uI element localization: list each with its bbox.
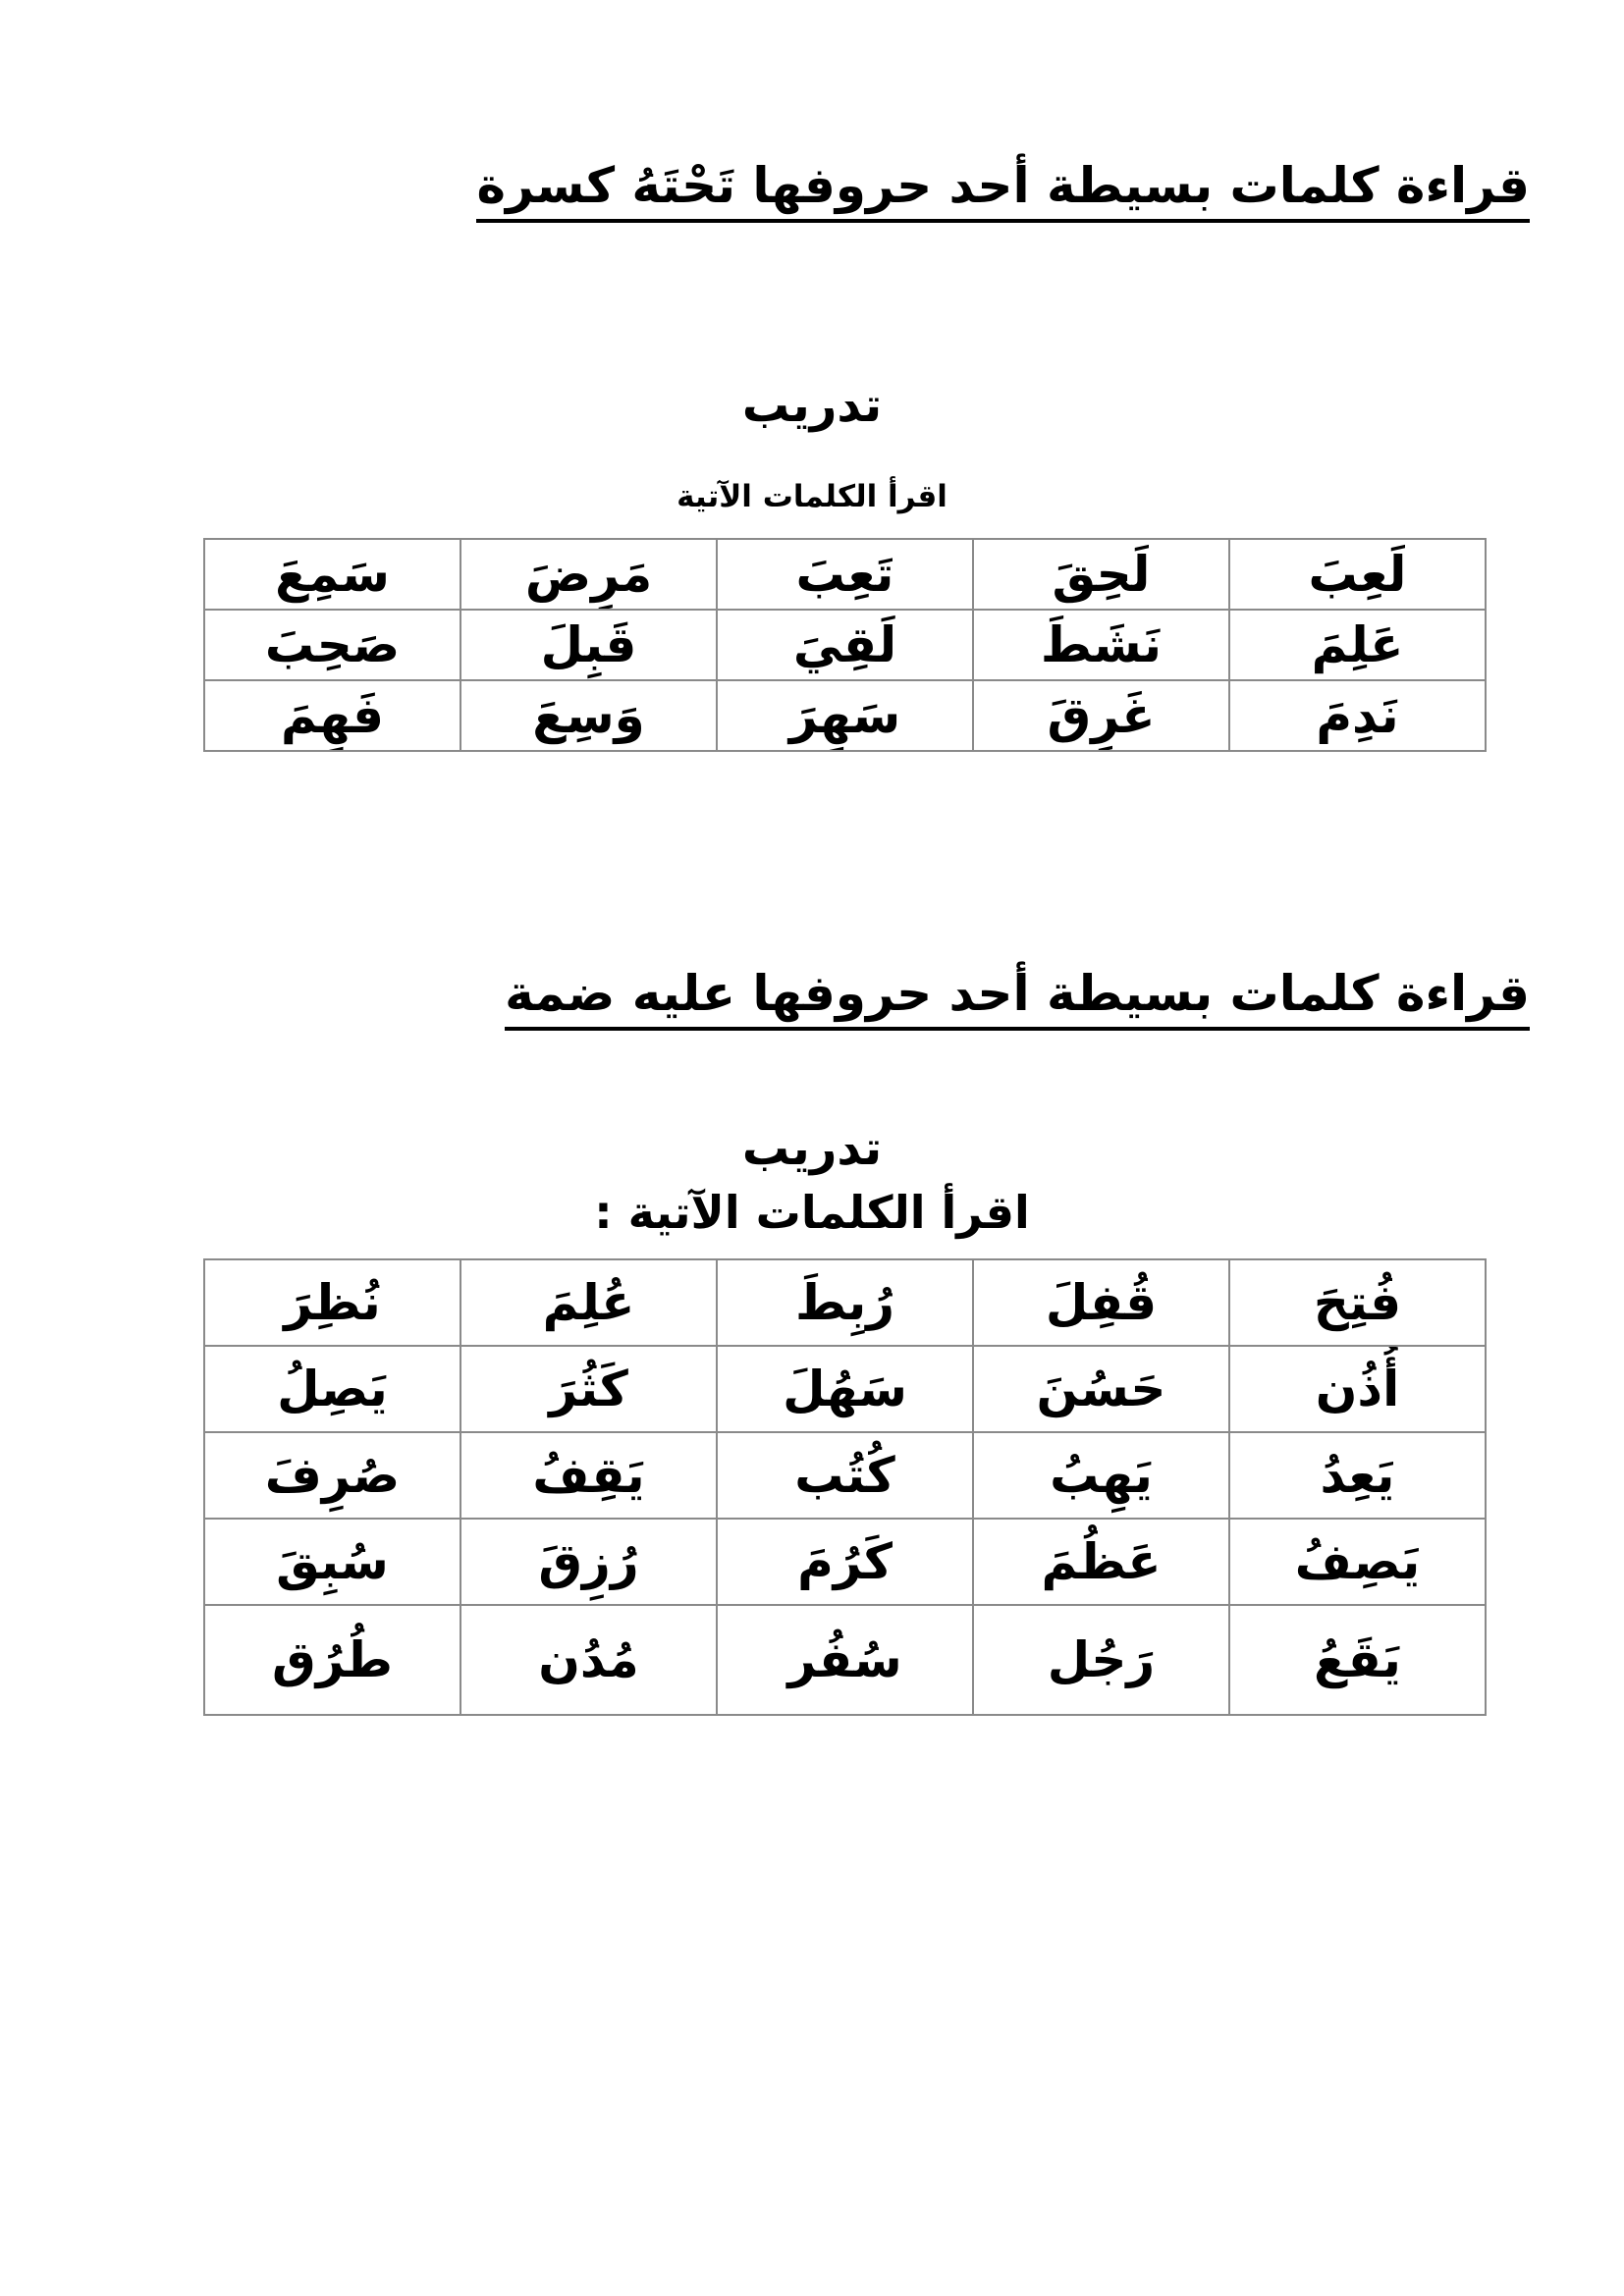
word-cell: نُظِرَ xyxy=(204,1259,460,1346)
word-cell: عَظُمَ xyxy=(973,1519,1229,1605)
word-cell: سَهُلَ xyxy=(717,1346,973,1432)
word-cell: أُذُن xyxy=(1229,1346,1486,1432)
word-cell: يَقِفُ xyxy=(460,1432,717,1519)
word-cell: كَرُمَ xyxy=(717,1519,973,1605)
word-cell: قَبِلَ xyxy=(460,610,717,680)
word-cell: لَحِقَ xyxy=(973,539,1229,610)
word-cell: غَرِقَ xyxy=(973,680,1229,751)
word-cell: مُدُن xyxy=(460,1605,717,1715)
section1-heading: قراءة كلمات بسيطة أحد حروفها تَحْتَهُ كسرة xyxy=(476,159,1530,223)
word-cell: يَصِلُ xyxy=(204,1346,460,1432)
word-cell: لَقِيَ xyxy=(717,610,973,680)
word-cell: فُتِحَ xyxy=(1229,1259,1486,1346)
word-cell: نَشَطَ xyxy=(973,610,1229,680)
section1-word-table xyxy=(203,538,1487,752)
word-cell: كَثُرَ xyxy=(460,1346,717,1432)
table-row xyxy=(204,1259,1486,1346)
word-cell: سُبِقَ xyxy=(204,1519,460,1605)
word-cell: يَصِفُ xyxy=(1229,1519,1486,1605)
word-cell: صَحِبَ xyxy=(204,610,460,680)
section2-heading: قراءة كلمات بسيطة أحد حروفها عليه ضمة xyxy=(505,967,1530,1031)
word-cell: تَعِبَ xyxy=(717,539,973,610)
word-cell: رُزِقَ xyxy=(460,1519,717,1605)
section2-instruction: اقرأ الكلمات الآتية : xyxy=(594,1186,1030,1239)
word-cell: فَهِمَ xyxy=(204,680,460,751)
word-cell: لَعِبَ xyxy=(1229,539,1486,610)
word-cell: حَسُنَ xyxy=(973,1346,1229,1432)
word-cell: رُبِطَ xyxy=(717,1259,973,1346)
word-cell: كُتُب xyxy=(717,1432,973,1519)
section1-exercise-title: تدريب xyxy=(741,378,883,433)
section2-exercise-title: تدريب xyxy=(741,1121,883,1176)
section2-word-table xyxy=(203,1258,1487,1716)
word-cell: قُفِلَ xyxy=(973,1259,1229,1346)
word-cell: صُرِفَ xyxy=(204,1432,460,1519)
word-cell: سُفُر xyxy=(717,1605,973,1715)
table-row xyxy=(204,680,1486,751)
table-row xyxy=(204,539,1486,610)
word-cell: سَهِرَ xyxy=(717,680,973,751)
word-cell: مَرِضَ xyxy=(460,539,717,610)
word-cell: سَمِعَ xyxy=(204,539,460,610)
word-cell: رَجُل xyxy=(973,1605,1229,1715)
word-cell: نَدِمَ xyxy=(1229,680,1486,751)
section1-instruction: اقرأ الكلمات الآتية xyxy=(677,479,947,514)
table-row xyxy=(204,1519,1486,1605)
word-cell: وَسِعَ xyxy=(460,680,717,751)
word-cell: يَقَعُ xyxy=(1229,1605,1486,1715)
word-cell: عَلِمَ xyxy=(1229,610,1486,680)
table-row xyxy=(204,610,1486,680)
word-cell: يَهِبُ xyxy=(973,1432,1229,1519)
table-row xyxy=(204,1605,1486,1715)
word-cell: عُلِمَ xyxy=(460,1259,717,1346)
table-row xyxy=(204,1432,1486,1519)
word-cell: يَعِدُ xyxy=(1229,1432,1486,1519)
word-cell: طُرُق xyxy=(204,1605,460,1715)
table-row xyxy=(204,1346,1486,1432)
